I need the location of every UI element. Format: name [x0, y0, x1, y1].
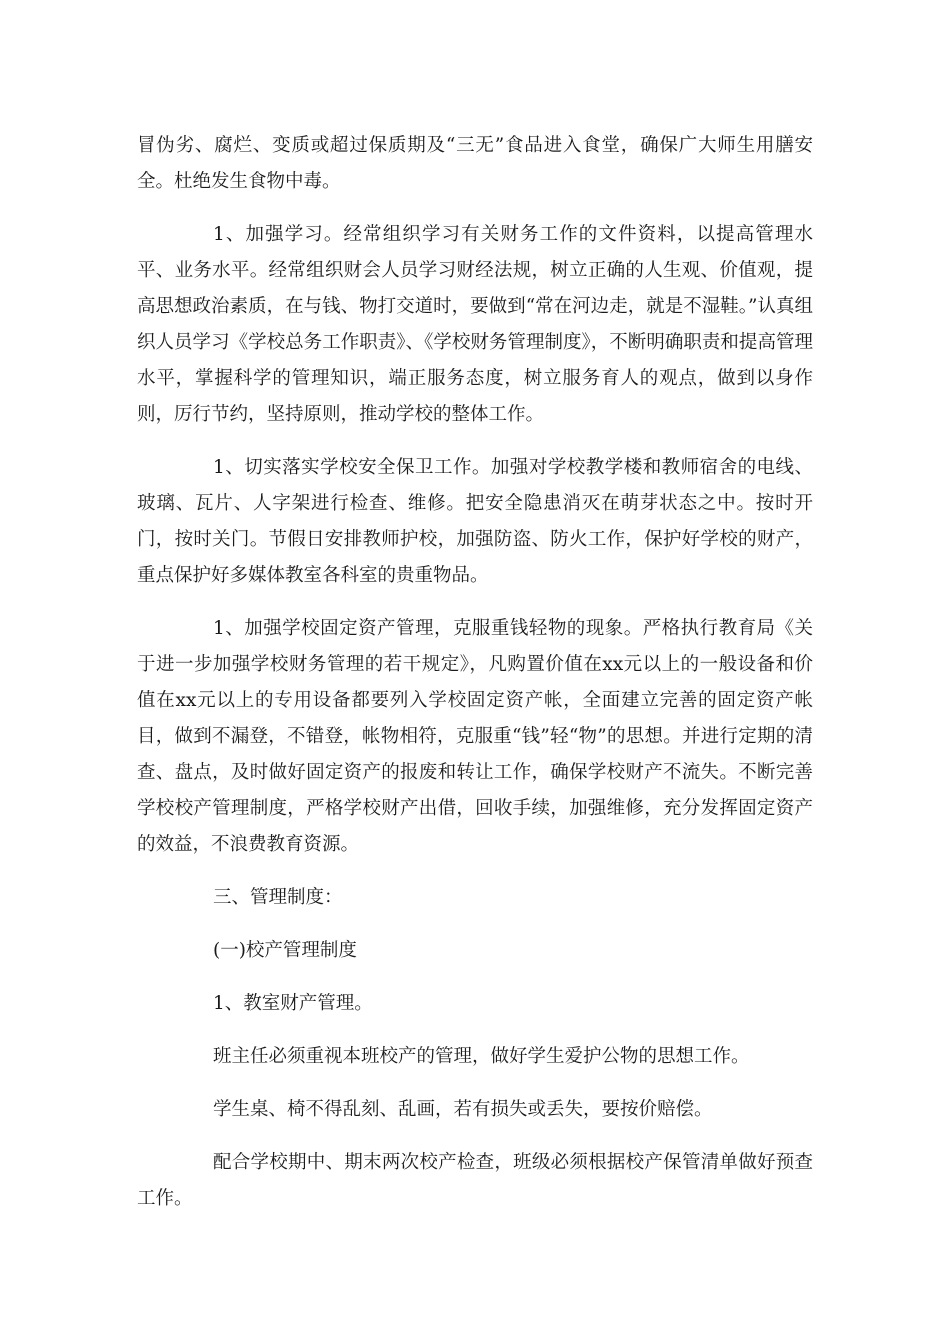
paragraph-10: 配合学校期中、期末两次校产检查，班级必须根据校产保管清单做好预查工作。 [137, 1152, 813, 1209]
paragraph-9: 学生桌、椅不得乱刻、乱画，若有损失或丢失，要按价赔偿。 [213, 1099, 713, 1120]
section-heading: 三、管理制度： [213, 887, 343, 908]
subsection-heading: (一)校产管理制度 [213, 940, 357, 961]
paragraph-3: 1、切实落实学校安全保卫工作。加强对学校教学楼和教师宿舍的电线、玻璃、瓦片、人字架进行检查、维修。把安全隐患消灭在萌芽状态之中。按时开门，按时关门。节假日安排教师护校，加强防盗、防火工作，保护好学校的财产，重点保护好多媒体教室各科室的贵重物品。 [137, 457, 813, 586]
paragraph-1: 冒伪劣、腐烂、变质或超过保质期及“三无”食品进入食堂，确保广大师生用膳安全。杜绝发生食物中毒。 [137, 135, 813, 192]
paragraph-4: 1、加强学校固定资产管理，克服重钱轻物的现象。严格执行教育局《关于进一步加强学校财务管理的若干规定》，凡购置价值在xx元以上的一般设备和价值在xx元以上的专用设备都要列入学校固定资产帐，全面建立完善的固定资产帐目，做到不漏登，不错登，帐物相符，克服重“钱”轻“物”的思想。并进行定期的清查、盘点，及时做好固定资产的报废和转让工作，确保学校财产不流失。不断完善学校校产管理制度，严格学校财产出借，回收手续，加强维修，充分发挥固定资产的效益，不浪费教育资源。 [137, 618, 813, 855]
document-body [137, 128, 813, 1234]
paragraph-8: 班主任必须重视本班校产的管理，做好学生爱护公物的思想工作。 [213, 1046, 750, 1067]
item-heading: 1、教室财产管理。 [213, 993, 373, 1014]
paragraph-2: 1、加强学习。经常组织学习有关财务工作的文件资料，以提高管理水平、业务水平。经常组织财会人员学习财经法规，树立正确的人生观、价值观，提高思想政治素质，在与钱、物打交道时，要做到“常在河边走，就是不湿鞋。”认真组织人员学习《学校总务工作职责》、《学校财务管理制度》，不断明确职责和提高管理水平，掌握科学的管理知识，端正服务态度，树立服务育人的观点，做到以身作则，厉行节约，坚持原则，推动学校的整体工作。 [137, 224, 813, 425]
